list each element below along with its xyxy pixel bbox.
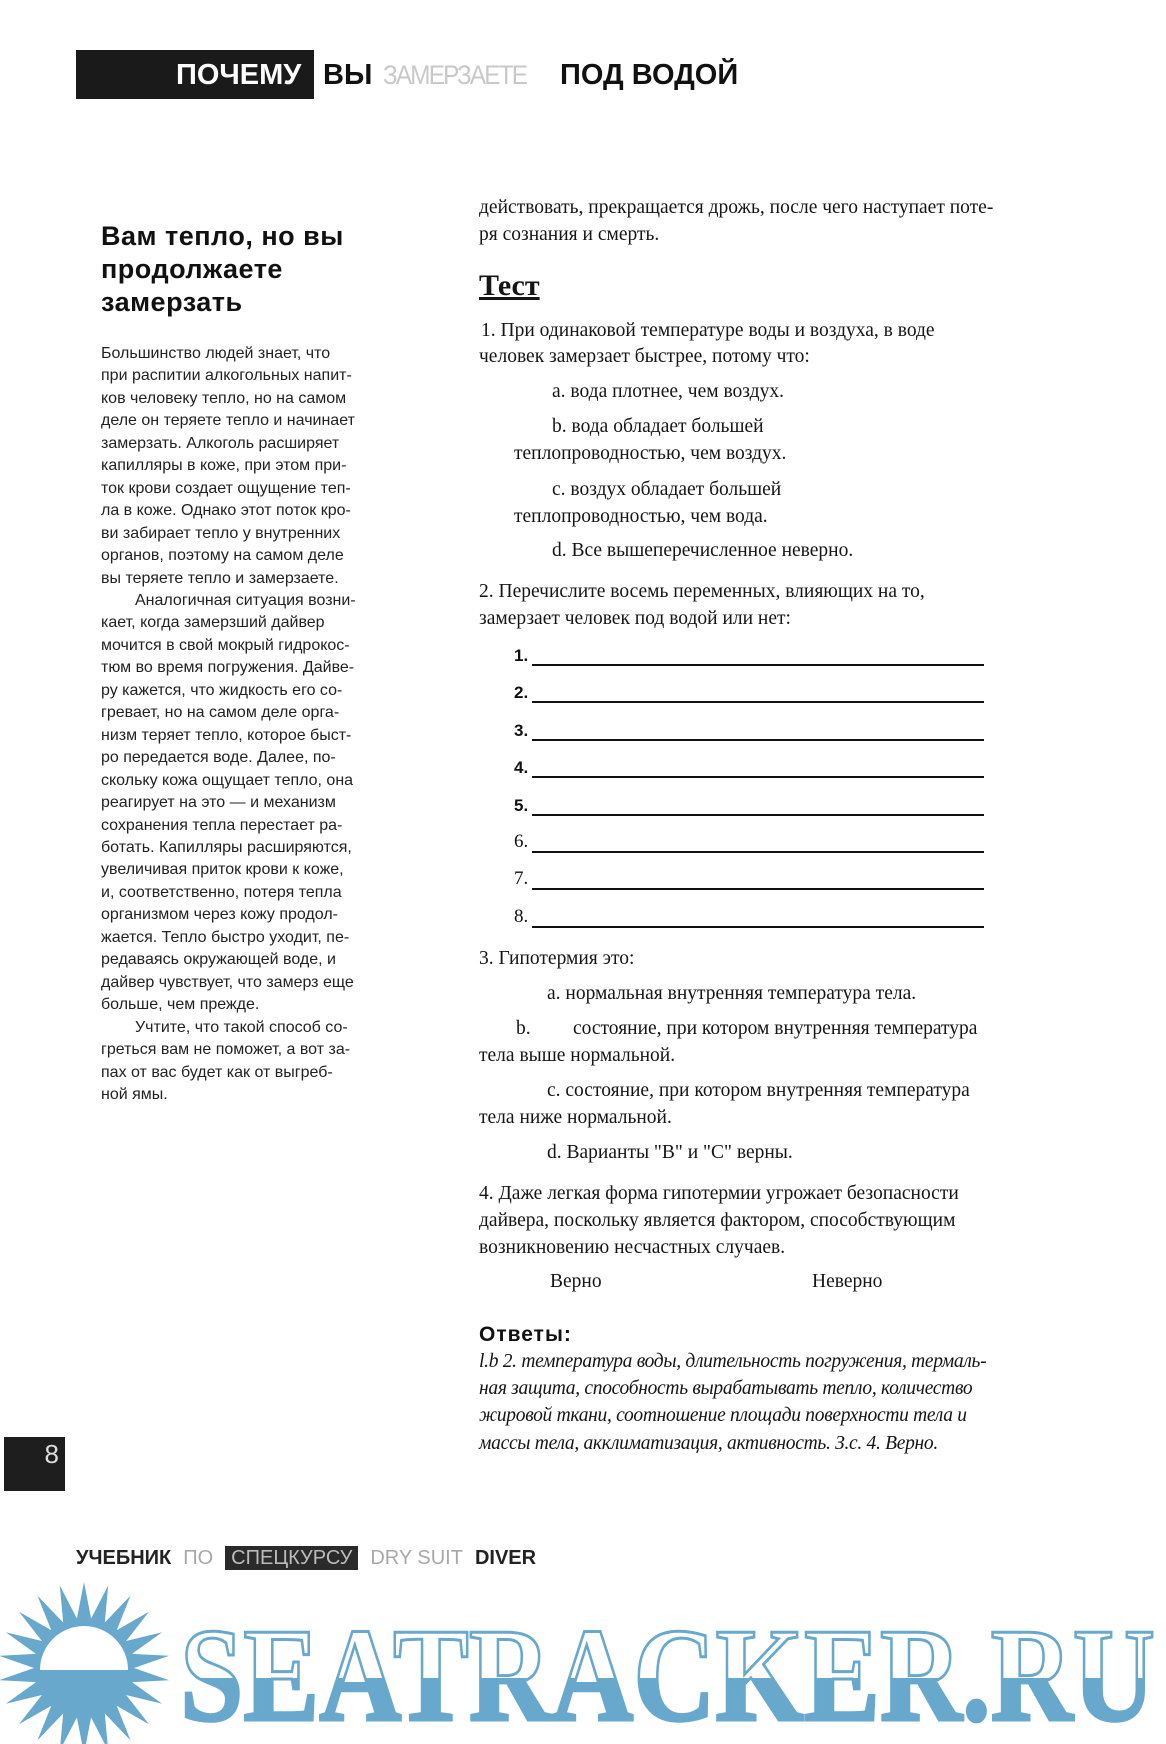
q3-option-c-cont: тела ниже нормальной. [479, 1107, 672, 1128]
blank-line[interactable] [532, 701, 984, 703]
q1-option-b: b. вода обладает большей [552, 416, 764, 437]
footer-part1: УЧЕБНИК [76, 1547, 172, 1569]
answers-line: жировой ткани, соотношение площади поверхности тела и [479, 1405, 967, 1426]
q3-option-a: a. нормальная внутренняя температура тела. [547, 983, 917, 1004]
body-line: организмом через кожу продол- [101, 906, 338, 924]
q4-true-option: Верно [550, 1271, 602, 1292]
blank-number: 5. [514, 795, 529, 815]
body-line: ви забирает тепло у внутренних [101, 524, 341, 542]
sun-star-icon [0, 1582, 169, 1744]
body-line: замерзать. Алкоголь расширяет [101, 434, 340, 452]
body-line: больше, чем прежде. [101, 996, 260, 1014]
body-line: Учтите, что такой способ со- [135, 1018, 348, 1036]
header-title-part1: ПОЧЕМУ [176, 59, 302, 91]
body-line: мочится в свой мокрый гидрокос- [101, 636, 350, 654]
answer-blank-4[interactable] [514, 752, 984, 780]
body-line: увеличивая приток крови к коже, [101, 861, 344, 879]
answers-line: l.b 2. температура воды, длительность погружения, термаль- [479, 1351, 987, 1372]
q4-text: возникновению несчастных случаев. [479, 1237, 786, 1258]
intro-line: действовать, прекращается дрожь, после чего наступает поте- [479, 197, 994, 218]
body-line: и, соответственно, потеря тепла [101, 883, 342, 901]
footer-part5: DIVER [474, 1547, 537, 1569]
body-line: ков человеку тепло, но на самом [101, 389, 347, 407]
blank-number: 6. [514, 831, 529, 852]
q2-text: 2. Перечислите восемь переменных, влияющих на то, [479, 581, 925, 602]
blank-line[interactable] [532, 664, 984, 666]
body-line: кает, когда замерзший дайвер [101, 614, 325, 632]
body-line: органов, поэтому на самом деле [101, 547, 344, 565]
body-line: редаваясь окружающей воде, и [101, 951, 336, 969]
body-line: тюм во время погружения. Дайве- [101, 659, 355, 677]
body-line: капилляры в коже, при этом при- [101, 457, 347, 475]
blank-line[interactable] [532, 739, 984, 741]
body-line: низм теряет тепло, которое быст- [101, 726, 352, 744]
blank-number: 7. [514, 868, 529, 890]
answers-title: Ответы: [479, 1323, 572, 1346]
body-line: скольку кожа ощущает тепло, она [101, 771, 354, 789]
answer-blank-5[interactable] [514, 790, 984, 818]
body-line: дайвер чувствует, что замерз еще [101, 973, 354, 991]
footer-part3: СПЕЦКУРСУ [225, 1546, 358, 1570]
blank-line[interactable] [532, 814, 984, 816]
q1-option-b-cont: теплопроводностью, чем воздух. [514, 443, 787, 464]
body-line: ру кажется, что жидкость его со- [101, 681, 343, 699]
body-line: жается. Тепло быстро уходит, пе- [101, 928, 350, 946]
answer-blank-3[interactable] [514, 715, 984, 743]
q1-option-d: d. Все вышеперечисленное неверно. [552, 540, 854, 561]
q1-option-c-cont: теплопроводностью, чем вода. [514, 506, 768, 527]
watermark-logo [0, 1580, 1166, 1744]
blank-number: 2. [514, 683, 529, 703]
footer-part2: ПО [183, 1547, 214, 1569]
blank-number: 4. [514, 758, 529, 778]
q3-option-b-letter: b. [516, 1018, 531, 1039]
q4-text: 4. Даже легкая форма гипотермии угрожает безопасности [479, 1183, 959, 1204]
body-line: ботать. Капилляры расширяются, [101, 838, 352, 856]
body-line: ла в коже. Однако этот поток кро- [101, 502, 351, 520]
answer-blank-2[interactable] [514, 677, 984, 705]
q3-option-d: d. Варианты "В" и "С" верны. [547, 1142, 793, 1163]
watermark-text: SEATRACKER.RU [180, 1601, 1155, 1744]
body-line: ро передается воде. Далее, по- [101, 749, 336, 767]
body-line: Аналогичная ситуация возни- [135, 591, 356, 609]
body-line: греться вам не поможет, а вот за- [101, 1041, 351, 1059]
blank-number: 3. [514, 720, 529, 740]
blank-line[interactable] [532, 851, 984, 853]
q3-option-c: c. состояние, при котором внутренняя температура [547, 1080, 970, 1101]
body-line: Большинство людей знает, что [101, 345, 331, 362]
page-number-box [4, 1437, 65, 1491]
blank-number: 1. [514, 646, 529, 665]
heading-line: Вам тепло, но вы [101, 221, 344, 251]
body-line: гревает, но на самом деле орга- [101, 704, 340, 722]
answer-blank-7[interactable] [514, 864, 984, 892]
q1-option-c: c. воздух обладает большей [552, 479, 782, 500]
body-line: ток крови создает ощущение теп- [101, 479, 351, 497]
blank-line[interactable] [532, 776, 984, 778]
q3-text: 3. Гипотермия это: [479, 948, 635, 969]
left-body-text [101, 343, 356, 1106]
answer-blank-1[interactable] [514, 640, 984, 668]
q3-option-b: состояние, при котором внутренняя температура [573, 1018, 978, 1039]
blank-number: 8. [514, 905, 529, 927]
footer-part4: DRY SUIT [370, 1547, 463, 1569]
blank-line[interactable] [532, 926, 984, 928]
q1-option-a: a. вода плотнее, чем воздух. [552, 381, 784, 402]
body-line: деле он теряете тепло и начинает [101, 412, 355, 430]
header-title-part4: ПОД ВОДОЙ [560, 59, 739, 91]
heading-line: замерзать [101, 287, 243, 317]
body-line: пах от вас будет как от выгреб- [101, 1063, 333, 1081]
body-line: реагирует на это — и механизм [101, 794, 336, 812]
footer-running-title [76, 1546, 536, 1570]
header-title-part3: ЗАМЕРЗАЕТЕ [383, 60, 527, 90]
intro-line: ря сознания и смерть. [479, 224, 660, 245]
header-title-part2: ВЫ [323, 59, 373, 91]
answers-line: ная защита, способность вырабатывать тепло, количество [479, 1378, 973, 1399]
left-heading [101, 220, 344, 319]
test-title: Тест [479, 269, 540, 302]
answers-line: массы тела, акклиматизация, активность. З.с. 4. Верно. [479, 1433, 938, 1454]
answer-blank-6[interactable] [514, 827, 984, 855]
body-line: вы теряете тепло и замерзаете. [101, 569, 339, 587]
blank-line[interactable] [532, 888, 984, 890]
q4-false-option: Неверно [812, 1271, 883, 1292]
q3-option-b-cont: тела выше нормальной. [479, 1045, 676, 1066]
heading-line: продолжаете [101, 254, 283, 284]
q1-text: 1. При одинаковой температуре воды и воздуха, в воде [481, 320, 935, 341]
q1-text: человек замерзает быстрее, потому что: [479, 346, 810, 367]
body-line: ной ямы. [101, 1085, 168, 1103]
page-number: 8 [44, 1439, 59, 1469]
q2-text: замерзает человек под водой или нет: [479, 608, 791, 629]
answer-blank-8[interactable] [514, 902, 984, 930]
body-line: при распитии алкогольных напит- [101, 367, 352, 385]
q4-text: дайвера, поскольку является фактором, способствующим [479, 1210, 956, 1231]
body-line: сохранения тепла перестает ра- [101, 816, 343, 834]
